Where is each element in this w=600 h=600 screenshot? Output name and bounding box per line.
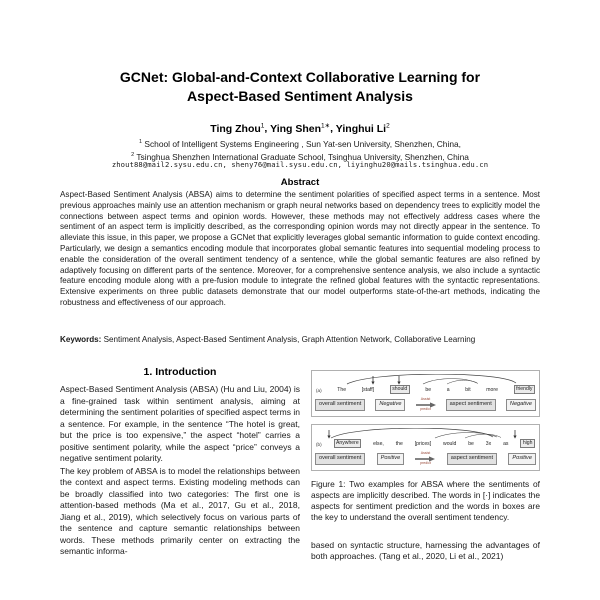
example-b-label: (b) — [316, 441, 322, 447]
author-separator: , — [264, 122, 271, 135]
assist-arrow: Assist predict — [415, 452, 435, 466]
right-column-paragraph: based on syntactic structure, harnessing the advantages of both approaches. (Tang et al., 2020, Li et al., 2021) — [311, 539, 540, 562]
title-line-2: Aspect-Based Sentiment Analysis — [187, 87, 413, 104]
aspect-sentiment-value: Positive — [508, 453, 536, 465]
author-1-affiliation-mark: 1 — [260, 122, 265, 129]
example-sentence-a — [315, 385, 536, 394]
abstract-body: Aspect-Based Sentiment Analysis (ABSA) aims to determine the sentiment polarities of specified aspect terms in a sentence. Most previous approaches mainly use an attention mechanism or graph neural networks based on dependency trees to explicitly model the connections between aspect terms and opinion words. However, these methods may not effectively address cases where the sentiment of an aspect term is implicitly described, as the corresponding opinion words may not directly appear in the sentence. To alleviate this issue, in this paper, we propose a GCNet that explicitly leverages global semantic information to guide context encoding. Particularly, we design a semantics encoding module that incorporates global semantic features into sequential modeling process to enable the consideration of the overall sentiment tendency of a sentence, while the global semantic features are also refined by adaptively focusing on different parts of the sentence. Moreover, for a comprehensive sentence analysis, we also include a syntactic feature encoding module along with a pre-fusion module to integrate the refined global features with the syntactic representations. Extensive experiments on three public datasets demonstrate that our model outperforms state-of-the-art methods, indicating the robustness and effectiveness of our approach. — [60, 190, 540, 307]
assist-arrow: Assist predict — [416, 398, 436, 412]
key-token: Anywhere — [334, 439, 362, 448]
overall-sentiment-label: overall sentiment — [315, 399, 365, 411]
affiliation-2: $^2$ Tsinghua Shenzhen International Graduate School, Tsinghua University, Shenzhen, China — [131, 151, 469, 162]
left-column — [60, 364, 300, 559]
keywords-text: Sentiment Analysis, Aspect-Based Sentiment Analysis, Graph Attention Network, Collaborative Learning — [101, 335, 476, 344]
author-2-affiliation-mark: 1∗ — [321, 122, 331, 129]
aspect-token: [prices] — [414, 440, 432, 447]
example-a-label: (a) — [316, 388, 322, 393]
token: bit — [465, 387, 471, 393]
aspect-sentiment-value: Negative — [506, 399, 536, 411]
dependency-arcs-a — [315, 374, 536, 385]
figure-1-example-a — [311, 370, 540, 417]
section-heading-introduction: 1. Introduction — [143, 366, 217, 378]
token: be — [425, 387, 432, 393]
key-token: high — [520, 439, 535, 448]
affiliation-1: $^1$ School of Intelligent Systems Engineering , Sun Yat-sen University, Shenzhen, China, — [139, 138, 461, 149]
token: would — [443, 440, 457, 447]
page-title — [0, 68, 600, 105]
keywords-line — [60, 335, 540, 346]
author-1: Ting Zhou$^1$ — [210, 122, 265, 135]
token: 3x — [485, 440, 492, 447]
author-emails: zhout88@mail2.sysu.edu.cn, sheny76@mail.sysu.edu.cn, liyinghu20@mails.tsinghua.edu.cn — [111, 160, 489, 169]
example-sentence-b — [315, 439, 536, 448]
token: a — [446, 387, 450, 393]
token: as — [503, 440, 509, 447]
token: be — [468, 440, 474, 447]
author-3: Yinghui Li$^2$ — [335, 122, 390, 135]
intro-paragraph-2: The key problem of ABSA is to model the relationships between the context and aspect terms. Existing modeling methods can be broadly classified into two categories: The first one is attention-based methods (Ma et al., 2017, Gu et al., 2018, Jiang et al., 2019), which selectively focus on various parts of the sentence and capture semantic relationships between words. These methods primarily center on extracting the semantic informa- — [60, 465, 300, 556]
aspect-sentiment-label: aspect sentiment — [446, 399, 496, 411]
key-token: should — [390, 385, 410, 394]
title-line-1: GCNet: Global-and-Context Collaborative Learning for — [119, 69, 481, 85]
figure-1-caption: Figure 1: Two examples for ABSA where the sentiments of aspects are implicitly described. The words in [·] indicates the aspects for sentiment prediction and the words in boxes are the key to understand the overall sentiment tendency. — [311, 478, 540, 522]
token: the — [395, 440, 403, 447]
token: The — [337, 387, 347, 393]
token: else, — [373, 440, 384, 447]
overall-sentiment-label: overall sentiment — [315, 453, 365, 465]
author-separator: , — [330, 122, 336, 135]
sentiment-bar-b — [315, 452, 536, 466]
aspect-sentiment-label: aspect sentiment — [447, 453, 497, 465]
overall-sentiment-value: Negative — [375, 399, 405, 411]
sentiment-bar-a — [315, 398, 536, 412]
key-token: friendly — [514, 385, 535, 394]
author-2: Ying Shen$^{1∗}$ — [270, 122, 331, 135]
overall-sentiment-value: Positive — [377, 453, 405, 465]
dependency-arcs-b — [315, 428, 536, 439]
intro-paragraph-1: Aspect-Based Sentiment Analysis (ABSA) (Hu and Liu, 2004) is a fine-grained task within sentiment analysis, aiming at determining the sentiment polarities of specified aspect terms in a sentence. For example, in the sentence “The hotel is great, but the price is too expensive,” the aspect “hotel” carries a positive sentiment polarity, while the aspect “price” conveys a negative sentiment polarity. — [60, 384, 300, 463]
aspect-token: [staff] — [361, 387, 375, 393]
keywords-label: Keywords: — [60, 335, 102, 344]
author-3-affiliation-mark: 2 — [386, 122, 390, 129]
figure-1-example-b — [311, 424, 540, 471]
authors-line — [0, 121, 600, 135]
right-column — [311, 364, 540, 564]
abstract-heading: Abstract — [280, 177, 320, 188]
token: more — [486, 387, 498, 393]
figure-1 — [311, 370, 540, 523]
